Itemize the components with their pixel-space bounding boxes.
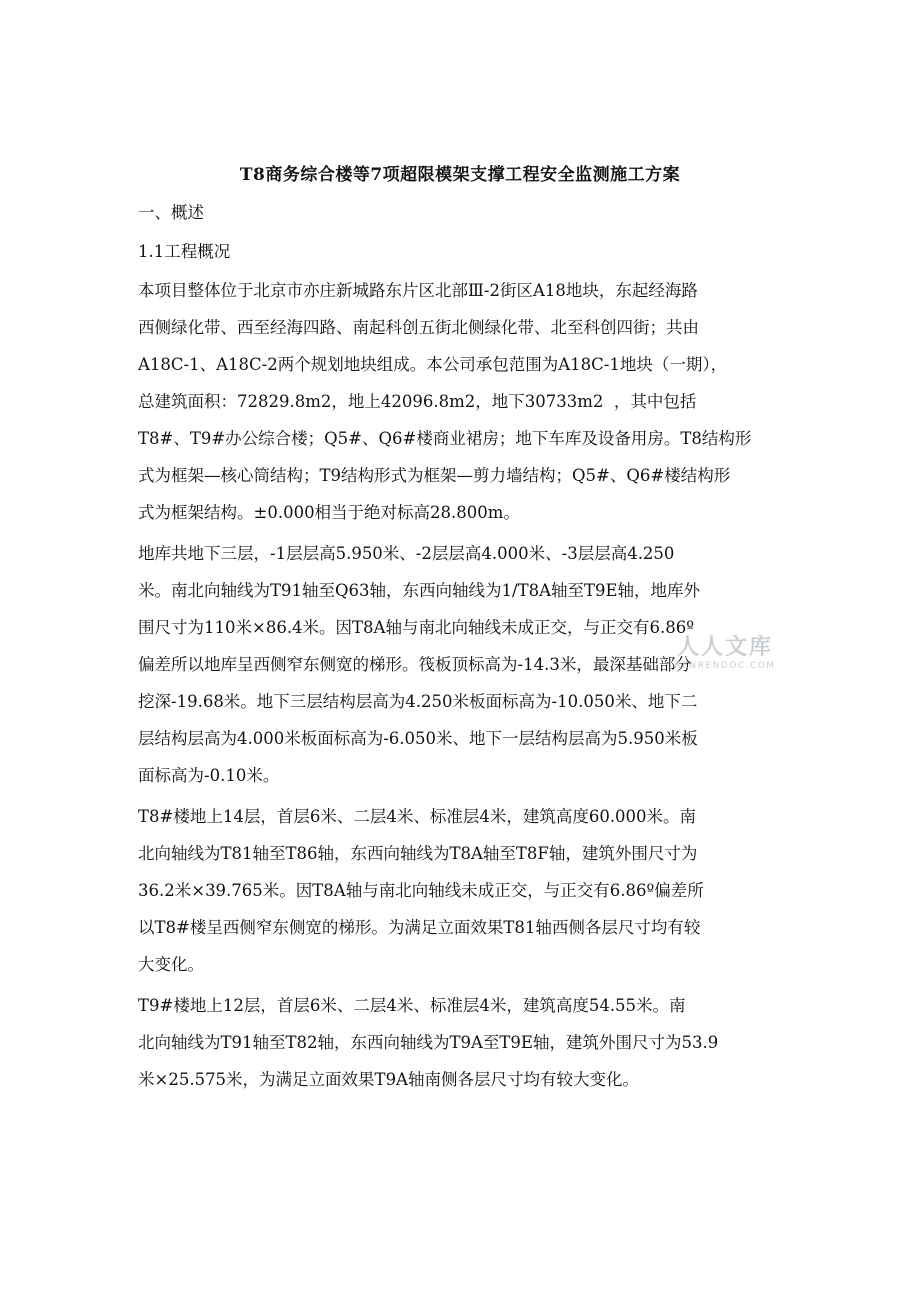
paragraph-line: 围尺寸为110米×86.4米。因T8A轴与南北向轴线未成正交，与正交有6.86º	[138, 618, 694, 637]
paragraph-line: T9#楼地上12层，首层6米、二层4米、标准层4米，建筑高度54.55米。南	[138, 996, 686, 1015]
paragraph-line: 36.2米×39.765米。因T8A轴与南北向轴线未成正交，与正交有6.86º偏差所	[138, 881, 704, 900]
paragraph-line: 挖深-19.68米。地下三层结构层高为4.250米板面标高为-10.050米、地下二	[138, 692, 698, 711]
paragraph-line: 米。南北向轴线为T91轴至Q63轴，东西向轴线为1/T8A轴至T9E轴，地库外	[138, 581, 701, 600]
watermark-logo-text: 人人文库	[676, 635, 773, 660]
paragraph-line: 层结构层高为4.000米板面标高为-6.050米、地下一层结构层高为5.950米板	[138, 729, 698, 748]
paragraph-line: T8#、T9#办公综合楼；Q5#、Q6#楼商业裙房；地下车库及设备用房。T8结构形	[138, 429, 752, 448]
paragraph-line: 本项目整体位于北京市亦庄新城路东片区北部Ⅲ-2街区A18地块，东起经海路	[138, 281, 698, 300]
paragraph-line: 大变化。	[138, 955, 204, 974]
watermark-url: RENRENDOC.COM	[674, 661, 776, 671]
paragraph-line: 地库共地下三层，-1层层高5.950米、-2层层高4.000米、-3层层高4.250	[138, 544, 675, 563]
paragraph-line: 偏差所以地库呈西侧窄东侧宽的梯形。筏板顶标高为-14.3米，最深基础部分	[138, 655, 692, 674]
paragraph-line: 总建筑面积：72829.8m2，地上42096.8m2，地下30733m2 ，其中包括	[138, 392, 697, 411]
paragraph-line: 北向轴线为T81轴至T86轴，东西向轴线为T8A轴至T8F轴，建筑外围尺寸为	[138, 844, 698, 863]
paragraph-line: 式为框架结构。±0.000相当于绝对标高28.800m。	[138, 503, 520, 522]
section-heading: 一、概述	[138, 203, 204, 222]
paragraph-line: 北向轴线为T91轴至T82轴，东西向轴线为T9A至T9E轴，建筑外围尺寸为53.9	[138, 1033, 719, 1052]
paragraph-line: 米×25.575米，为满足立面效果T9A轴南侧各层尺寸均有较大变化。	[138, 1070, 639, 1089]
paragraph-line: T8#楼地上14层，首层6米、二层4米、标准层4米，建筑高度60.000米。南	[138, 807, 697, 826]
paragraph-line: 西侧绿化带、西至经海四路、南起科创五街北侧绿化带、北至科创四街；共由	[138, 318, 699, 337]
document-title: T8商务综合楼等7项超限模架支撑工程安全监测施工方案	[239, 165, 681, 185]
paragraph-line: 式为框架—核心筒结构；T9结构形式为框架—剪力墙结构；Q5#、Q6#楼结构形	[138, 466, 731, 485]
subsection-heading: 1.1工程概况	[138, 242, 231, 261]
paragraph-line: 面标高为-0.10米。	[138, 766, 280, 785]
paragraph-line: A18C-1、A18C-2两个规划地块组成。本公司承包范围为A18C-1地块（一期），	[138, 355, 728, 374]
paragraph-line: 以T8#楼呈西侧窄东侧宽的梯形。为满足立面效果T81轴西侧各层尺寸均有较	[138, 918, 701, 937]
